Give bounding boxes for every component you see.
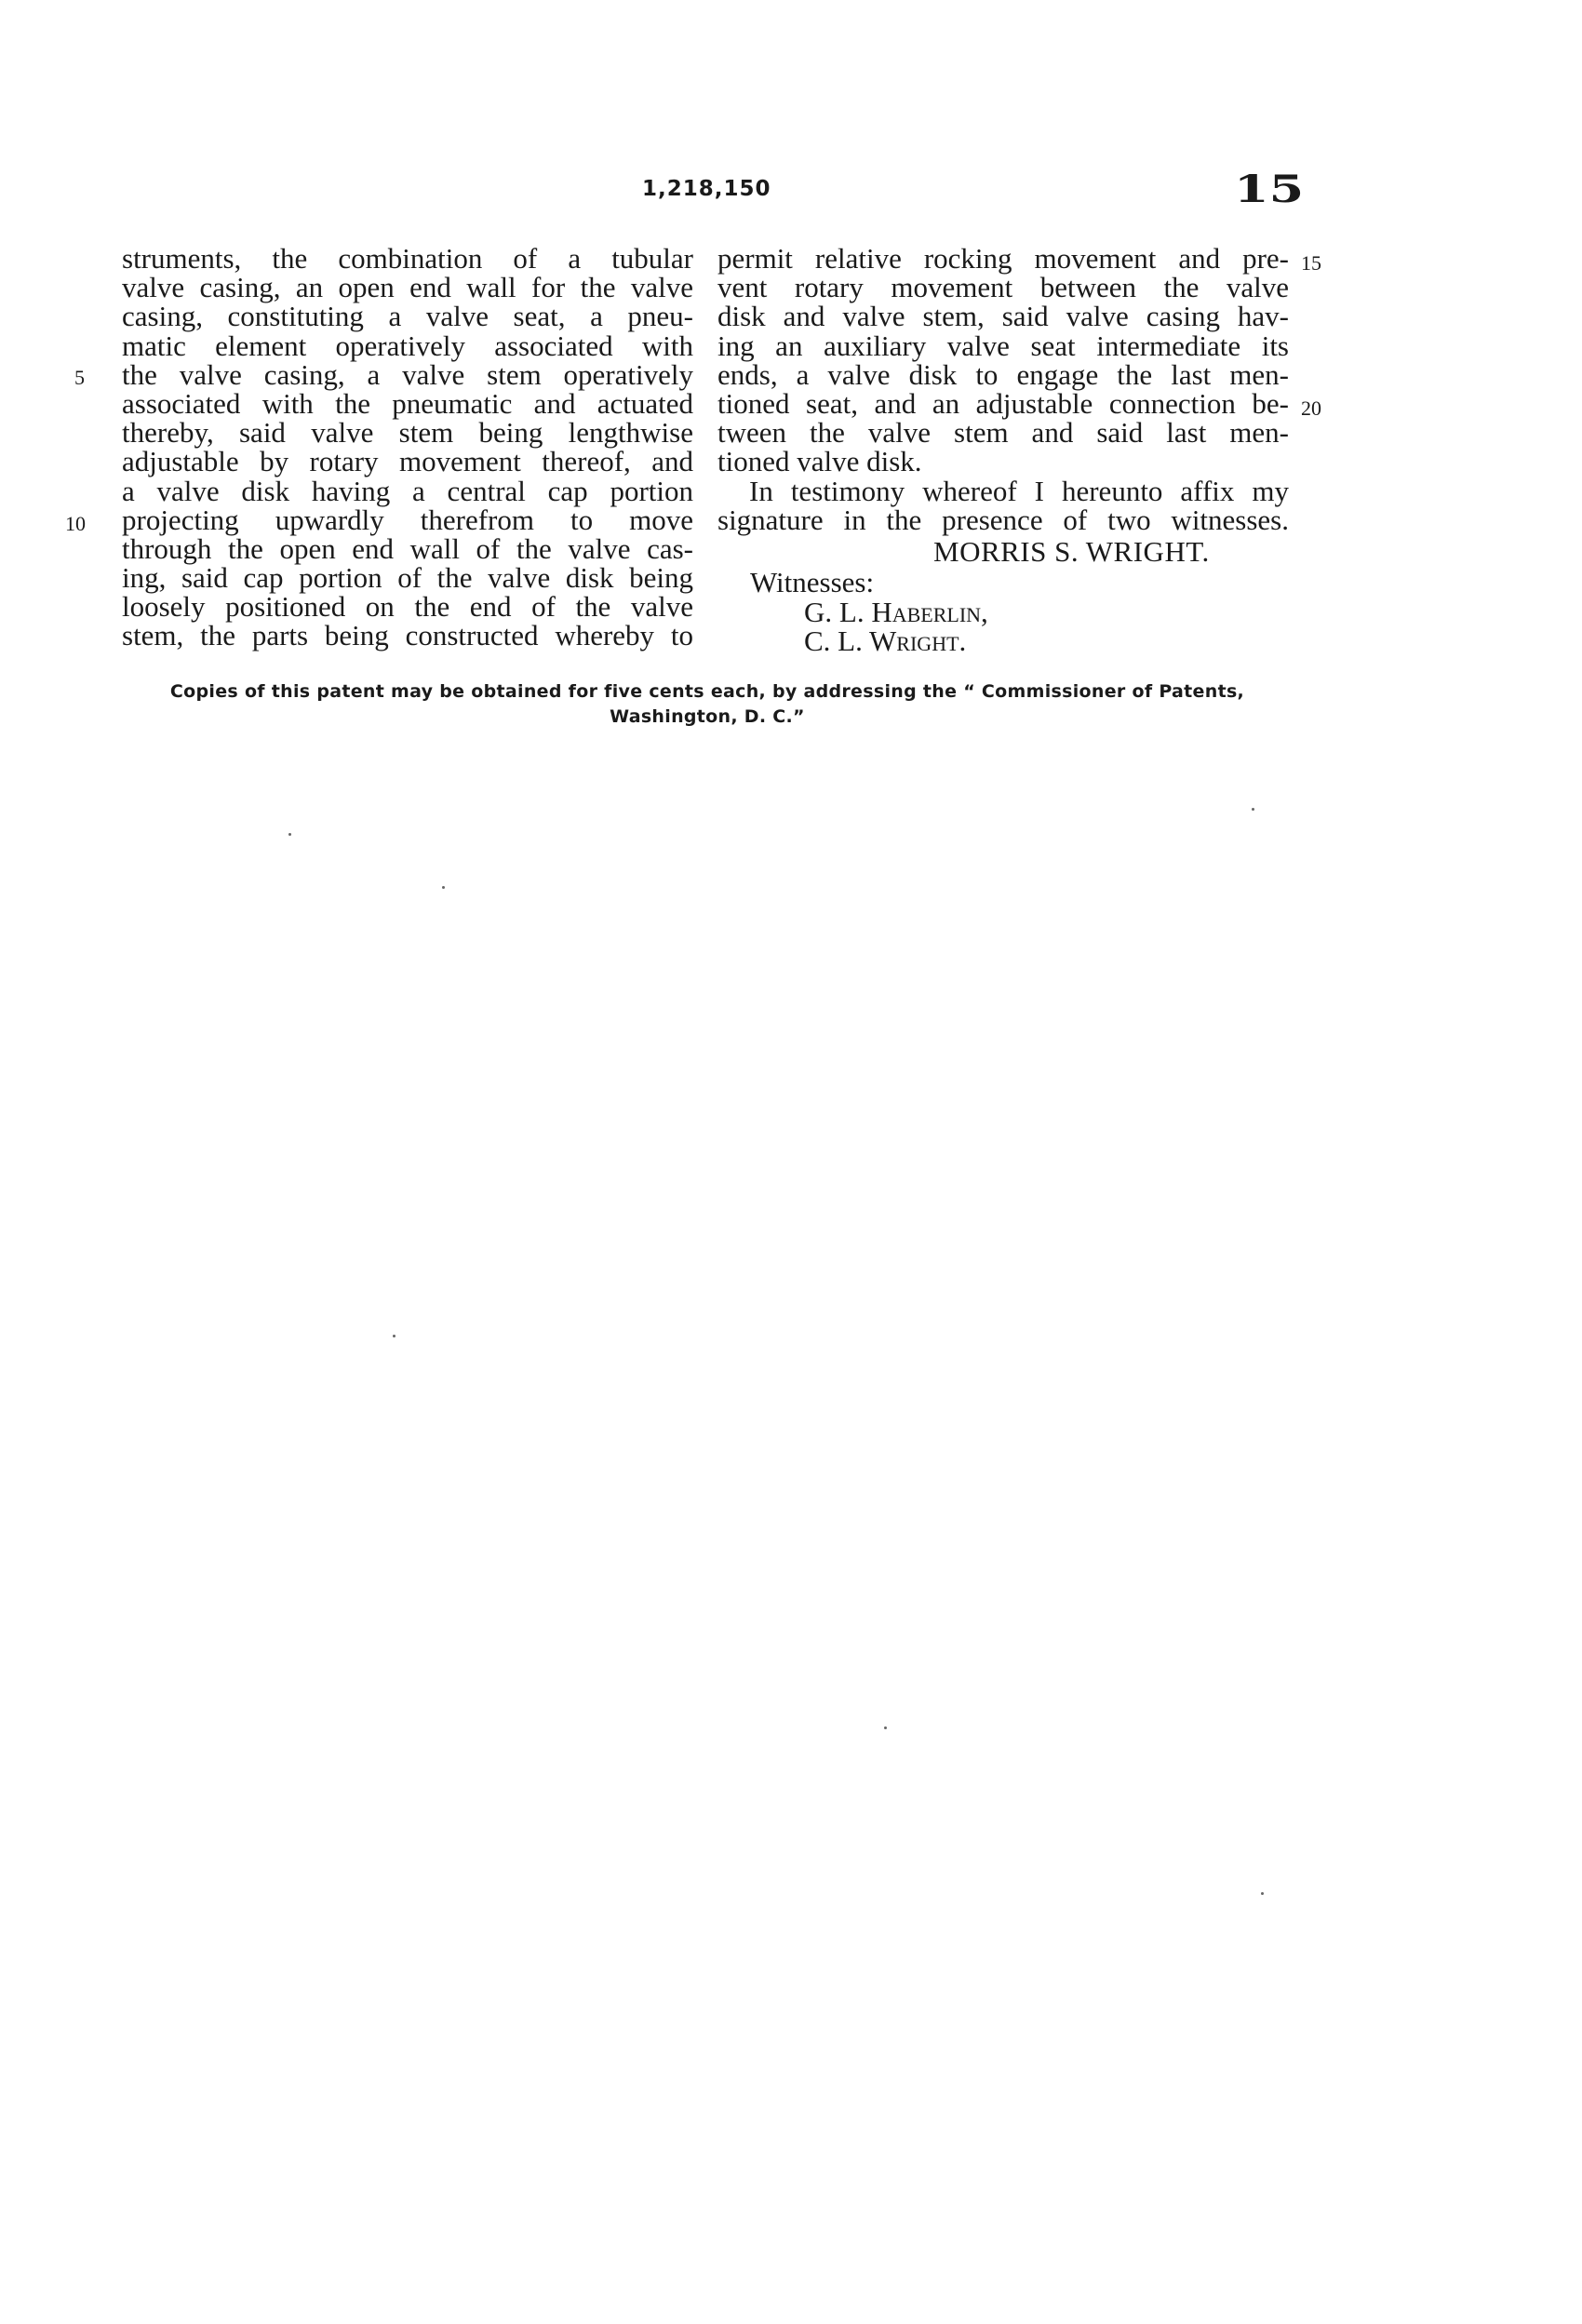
text-line: ing an auxiliary valve seat intermediate its	[717, 329, 1289, 362]
text-line: casing, constituting a valve seat, a pneu-	[122, 300, 693, 333]
right-column	[717, 244, 1289, 534]
inventor-signature: MORRIS S. WRIGHT.	[933, 535, 1210, 568]
text-line: In testimony whereof I hereunto affix my	[749, 474, 1289, 507]
text-line: loosely positioned on the end of the valve	[122, 590, 693, 624]
text-line: through the open end wall of the valve cas-	[122, 531, 693, 565]
witness-name: C. L. Wright.	[804, 625, 967, 657]
text-line: vent rotary movement between the valve	[717, 271, 1289, 304]
footer-notice	[130, 679, 1284, 730]
text-line: stem, the parts being constructed whereby to	[122, 619, 693, 652]
line-number-15: 15	[1301, 251, 1321, 275]
scan-speck	[288, 833, 291, 836]
text-line: thereby, said valve stem being lengthwise	[122, 416, 693, 450]
text-line: disk and valve stem, said valve casing hav-	[717, 300, 1289, 333]
text-line: ing, said cap portion of the valve disk being	[122, 561, 693, 595]
text-line: tween the valve stem and said last men-	[717, 416, 1289, 450]
text-line: matic element operatively associated with	[122, 329, 693, 362]
sheet-number: 15	[1234, 168, 1305, 211]
text-line: projecting upwardly therefrom to move	[122, 503, 693, 536]
witness-name: G. L. Haberlin,	[804, 596, 988, 628]
text-line: tioned seat, and an adjustable connection be-	[717, 386, 1289, 420]
text-line: ends, a valve disk to engage the last men-	[717, 357, 1289, 391]
text-line: permit relative rocking movement and pre-	[717, 242, 1289, 275]
scan-speck	[884, 1726, 887, 1729]
scan-speck	[393, 1335, 396, 1337]
text-line: struments, the combination of a tubular	[122, 242, 693, 275]
text-line: associated with the pneumatic and actuated	[122, 386, 693, 420]
line-number-20: 20	[1301, 396, 1321, 420]
witnesses-label: Witnesses:	[750, 566, 875, 598]
scan-speck	[442, 886, 445, 889]
scan-speck	[1252, 808, 1254, 811]
text-line: adjustable by rotary movement thereof, and	[122, 445, 693, 478]
scan-speck	[1261, 1892, 1264, 1895]
text-line: the valve casing, a valve stem operatively	[122, 357, 693, 391]
text-line: valve casing, an open end wall for the valve	[122, 271, 693, 304]
text-line: signature in the presence of two witnesses.	[717, 503, 1289, 536]
footer-line: Copies of this patent may be obtained for five cents each, by addressing the “ Commissioner of Patents,	[169, 681, 1245, 702]
left-column	[122, 244, 693, 651]
page-number: 1,218,150	[642, 177, 771, 201]
text-line: tioned valve disk.	[717, 445, 922, 478]
line-number-10: 10	[65, 512, 86, 535]
line-number-5: 5	[74, 366, 85, 389]
text-line: a valve disk having a central cap portion	[122, 474, 693, 507]
footer-line: Washington, D. C.”	[610, 706, 805, 727]
